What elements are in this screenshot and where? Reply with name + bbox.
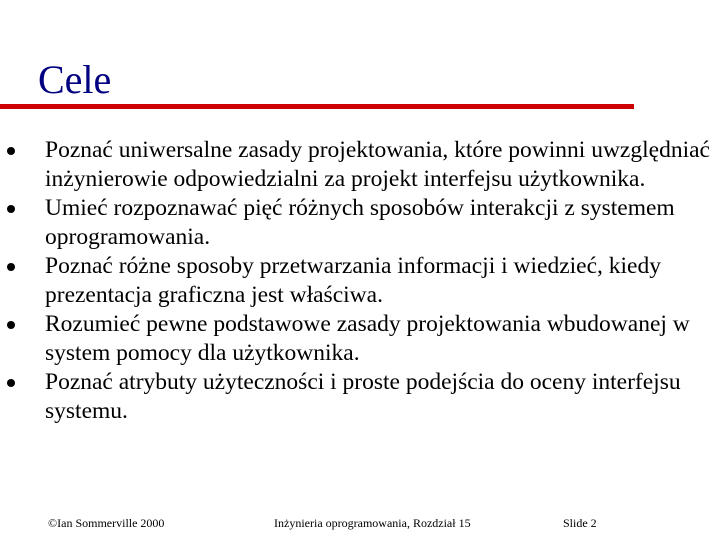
- bullet-list: [0, 136, 720, 426]
- bullet-dot-icon: [7, 379, 15, 387]
- bullet-dot-icon: [7, 147, 15, 155]
- footer-slide-number: Slide 2: [563, 516, 597, 530]
- bullet-dot-icon: [7, 321, 15, 329]
- bullet-item-4: [0, 310, 715, 368]
- bullet-text: Poznać atrybuty użyteczności i proste podejścia do oceny interfejsu systemu.: [45, 369, 681, 424]
- bullet-item-1: [0, 136, 715, 194]
- bullet-text: Rozumieć pewne podstawowe zasady projektowania wbudowanej w system pomocy dla użytkownika.: [45, 311, 690, 366]
- footer-course-title: Inżynieria oprogramowania, Rozdział 15: [274, 516, 471, 530]
- bullet-dot-icon: [7, 205, 15, 213]
- bullet-text: Poznać różne sposoby przetwarzania informacji i wiedzieć, kiedy prezentacja graficzna jest właściwa.: [45, 253, 661, 308]
- bullet-item-2: [0, 194, 715, 252]
- bullet-text: Poznać uniwersalne zasady projektowania, które powinni uwzględniać inżynierowie odpowiedzialni za projekt interfejsu użytkownika.: [45, 137, 710, 192]
- footer-copyright: ©Ian Sommerville 2000: [48, 516, 165, 530]
- bullet-item-3: [0, 252, 715, 310]
- bullet-text: Umieć rozpoznawać pięć różnych sposobów interakcji z systemem oprogramowania.: [45, 195, 675, 250]
- bullet-item-5: [0, 368, 715, 426]
- slide-title: Cele: [38, 57, 112, 102]
- bullet-dot-icon: [7, 263, 15, 271]
- title-underline: [0, 104, 634, 109]
